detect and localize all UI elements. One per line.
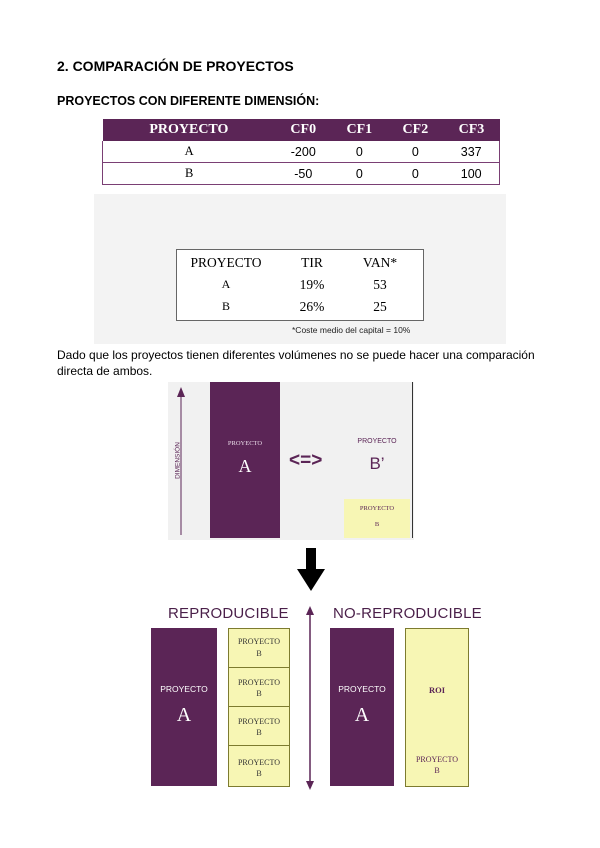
reproducible-project-b-4 [228, 745, 290, 787]
table-cell: 0 [331, 163, 387, 185]
block-label: PROYECTO [338, 684, 386, 694]
dimension-diagram [168, 382, 414, 540]
col-header-proyecto: PROYECTO [103, 119, 276, 141]
col-header-cf2: CF2 [387, 119, 443, 141]
block-letter: A [176, 704, 192, 726]
table-row [103, 141, 500, 163]
reproducible-project-a [151, 628, 217, 786]
table-cell: 337 [443, 141, 499, 163]
block-label: PROYECTO [359, 505, 395, 512]
comparator-symbol: <=> [289, 450, 323, 471]
block-label: PROYECTO [237, 678, 281, 687]
block-letter: B [374, 521, 380, 528]
subtitle: PROYECTOS CON DIFERENTE DIMENSIÓN: [57, 94, 320, 108]
table-cell: 25 [373, 299, 387, 314]
table-row [103, 163, 500, 185]
block-label: PROYECTO [227, 440, 263, 447]
block-label: PROYECTO [237, 637, 281, 646]
block-letter: B [434, 766, 440, 775]
block-letter: B [256, 689, 262, 698]
block-label: PROYECTO [237, 758, 281, 767]
vertical-divider-arrow [303, 605, 317, 791]
cashflow-header-row [103, 119, 500, 141]
block-letter: B [256, 769, 262, 778]
right-border [412, 382, 413, 538]
axis-label: DIMENSIÓN [174, 442, 182, 479]
reproducible-project-b-2 [228, 667, 290, 707]
table-cell: -200 [275, 141, 331, 163]
reproducible-project-b-3 [228, 706, 290, 746]
down-arrow-icon [306, 548, 316, 570]
block-letter: A [238, 456, 252, 476]
table-cell: 100 [443, 163, 499, 185]
block-label: PROYECTO [357, 438, 397, 445]
table-cell: 0 [387, 163, 443, 185]
non-reproducible-roi-block [405, 628, 469, 787]
project-b-block [344, 499, 410, 538]
col-header-proyecto: PROYECTO [190, 255, 262, 270]
block-label: PROYECTO [160, 684, 208, 694]
block-label: PROYECTO [237, 717, 281, 726]
col-header-tir: TIR [301, 255, 323, 270]
tir-van-table [176, 249, 424, 321]
table-cell: 26% [299, 299, 325, 314]
project-a-block [210, 382, 280, 538]
cashflow-table [102, 119, 500, 185]
non-reproducible-title: NO-REPRODUCIBLE [333, 605, 482, 622]
down-arrow-head-icon [297, 569, 325, 591]
table-cell: -50 [275, 163, 331, 185]
col-header-cf0: CF0 [275, 119, 331, 141]
block-label: PROYECTO [415, 755, 459, 764]
table-cell: A [103, 141, 276, 163]
reproducible-title: REPRODUCIBLE [168, 605, 289, 622]
table-cell: B [221, 299, 230, 313]
block-letter: B’ [369, 454, 385, 473]
block-letter: B [256, 649, 262, 658]
table-cell: 19% [299, 277, 325, 292]
block-letter: A [354, 704, 370, 726]
table-cell: 0 [387, 141, 443, 163]
table-cell: B [103, 163, 276, 185]
reproducible-project-b-1 [228, 628, 290, 668]
section-title: 2. COMPARACIÓN DE PROYECTOS [57, 58, 294, 74]
table-cell: 0 [331, 141, 387, 163]
col-header-van: VAN* [362, 255, 398, 270]
block-letter: B [256, 728, 262, 737]
col-header-cf1: CF1 [331, 119, 387, 141]
non-reproducible-project-a [330, 628, 394, 786]
footnote: *Coste medio del capital = 10% [292, 325, 411, 335]
table-cell: 53 [373, 277, 387, 292]
col-header-cf3: CF3 [443, 119, 499, 141]
table-cell: A [221, 277, 231, 291]
roi-label: ROI [428, 685, 446, 695]
paragraph: Dado que los proyectos tienen diferentes volúmenes no se puede hacer una comparación directa de ambos. [57, 348, 535, 378]
